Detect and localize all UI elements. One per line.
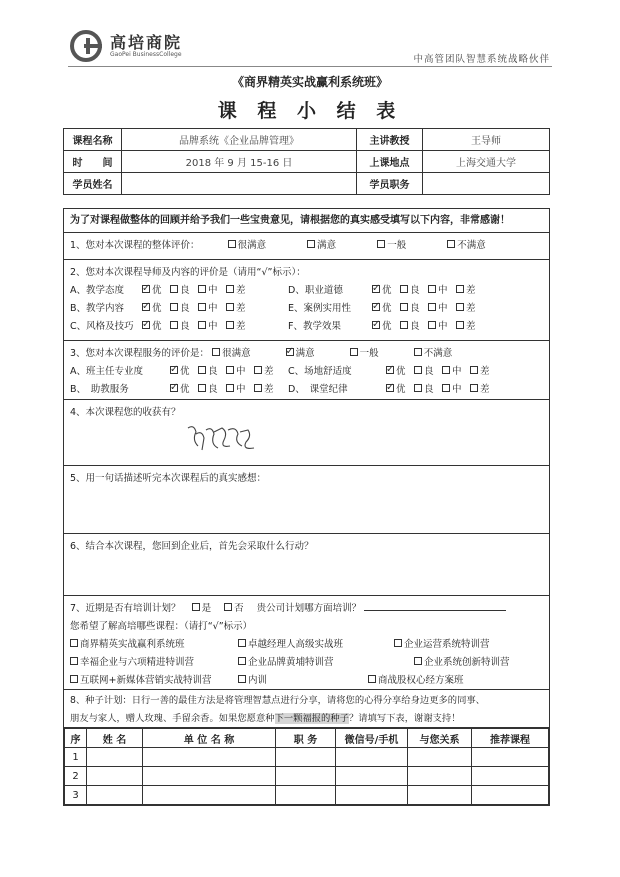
- seed-plan-highlight: 下一颗福报的种子: [274, 713, 349, 724]
- checkbox[interactable]: [350, 348, 358, 356]
- time-value[interactable]: 2018 年 9 月 15-16 日: [122, 151, 357, 173]
- table-cell[interactable]: [408, 786, 472, 805]
- grade-poor[interactable]: 差: [470, 381, 498, 399]
- q2-item-label: A、教学态度: [70, 285, 124, 296]
- q5-label: 5、用一句话描述听完本次课程后的真实感想：: [70, 473, 267, 484]
- checkbox[interactable]: [170, 366, 178, 374]
- checkbox[interactable]: [226, 384, 234, 392]
- q5-section[interactable]: [64, 466, 549, 534]
- col-header: 单 位 名 称: [143, 729, 276, 748]
- checkbox[interactable]: [470, 384, 478, 392]
- q1-option-very-satisfied[interactable]: 很满意: [228, 237, 267, 255]
- checkbox[interactable]: [456, 321, 464, 329]
- table-cell[interactable]: [472, 767, 549, 786]
- q3-row: [70, 381, 543, 399]
- q6-section[interactable]: [64, 534, 549, 596]
- grade-average[interactable]: 中: [198, 318, 226, 336]
- checkbox[interactable]: [228, 240, 236, 248]
- course-option[interactable]: 卓越经理人高级实战班: [238, 636, 394, 654]
- col-header: 与您关系: [408, 729, 472, 748]
- grade-excellent[interactable]: ✓ 优: [142, 300, 170, 318]
- training-plan-yes[interactable]: 是: [192, 600, 212, 618]
- checkbox[interactable]: [70, 639, 78, 647]
- checkbox[interactable]: [170, 384, 178, 392]
- course-option-row: [70, 636, 543, 654]
- q8-section: [64, 690, 549, 728]
- table-cell[interactable]: [143, 767, 276, 786]
- seed-plan-text: 朋友与家人，赠人玫瑰、手留余香。如果您愿意种下一颗福报的种子？请填写下表，谢谢支持！: [70, 713, 461, 724]
- course-option-row: [70, 654, 543, 672]
- grade-excellent[interactable]: ✓ 优: [170, 381, 198, 399]
- grade-average[interactable]: 中: [428, 282, 456, 300]
- grade-good[interactable]: 良: [170, 318, 198, 336]
- course-name-value[interactable]: 品牌系统《企业品牌管理》: [122, 129, 357, 151]
- company-training-question: 贵公司计划哪方面培训？: [256, 603, 362, 614]
- logo-subtext: GaoPei BusinessCollege: [110, 51, 182, 58]
- q3-item-label: A、班主任专业度: [70, 366, 143, 377]
- logo-mark-icon: [70, 30, 104, 62]
- grade-good[interactable]: 良: [198, 381, 226, 399]
- row-number: 2: [65, 767, 87, 786]
- checkbox[interactable]: [386, 384, 394, 392]
- q2-item-label: B、教学内容: [70, 303, 125, 314]
- checkbox[interactable]: [170, 321, 178, 329]
- checkbox[interactable]: [170, 285, 178, 293]
- place-label: 上课地点: [357, 151, 423, 173]
- checkbox[interactable]: [456, 303, 464, 311]
- checkbox[interactable]: [70, 657, 78, 665]
- course-option[interactable]: 幸福企业与六项精进特训营: [70, 654, 238, 672]
- seed-table-section: [64, 728, 549, 805]
- table-cell[interactable]: [276, 767, 336, 786]
- course-info-table: [63, 128, 550, 195]
- student-position-label: 学员职务: [357, 173, 423, 195]
- table-cell[interactable]: [336, 767, 408, 786]
- col-header: 姓 名: [87, 729, 143, 748]
- checkbox[interactable]: [400, 285, 408, 293]
- checkbox[interactable]: [226, 285, 234, 293]
- q2-row: [70, 282, 543, 300]
- row-number: 1: [65, 748, 87, 767]
- grade-good[interactable]: 良: [400, 318, 428, 336]
- checkbox[interactable]: [238, 675, 246, 683]
- checkbox[interactable]: [192, 603, 200, 611]
- checkbox[interactable]: [70, 675, 78, 683]
- program-subtitle: 《商界精英实战赢利系统班》: [231, 75, 388, 89]
- checkbox[interactable]: [400, 321, 408, 329]
- q3-option-very-satisfied[interactable]: 很满意: [212, 345, 251, 363]
- grade-excellent[interactable]: ✓ 优: [170, 363, 198, 381]
- table-cell[interactable]: [408, 767, 472, 786]
- q2-item-label: E、案例实用性: [288, 303, 352, 314]
- grade-good[interactable]: 良: [400, 300, 428, 318]
- col-header: 序: [65, 729, 87, 748]
- grade-excellent[interactable]: ✓ 优: [372, 318, 400, 336]
- grade-average[interactable]: 中: [198, 300, 226, 318]
- grade-excellent[interactable]: ✓ 优: [372, 282, 400, 300]
- checkbox[interactable]: [428, 303, 436, 311]
- grade-poor[interactable]: 差: [456, 318, 484, 336]
- checkbox[interactable]: [224, 603, 232, 611]
- q1-section: [64, 233, 549, 260]
- grade-average[interactable]: 中: [428, 300, 456, 318]
- q3-row: [70, 363, 543, 381]
- table-cell[interactable]: [336, 786, 408, 805]
- checkbox[interactable]: [170, 303, 178, 311]
- checkbox[interactable]: [307, 240, 315, 248]
- checkbox[interactable]: [142, 303, 150, 311]
- table-row: [65, 767, 549, 786]
- checkbox[interactable]: [372, 285, 380, 293]
- grade-excellent[interactable]: ✓ 优: [372, 300, 400, 318]
- checkbox[interactable]: [142, 321, 150, 329]
- checkbox[interactable]: [400, 303, 408, 311]
- grade-excellent[interactable]: ✓ 优: [142, 318, 170, 336]
- q3-option-satisfied[interactable]: ✓ 满意: [286, 345, 315, 363]
- course-interest-label: 您希望了解高培哪些课程：（请打“√”标示）: [70, 621, 253, 632]
- q7-row: [70, 600, 543, 618]
- checkbox[interactable]: [238, 639, 246, 647]
- checkbox[interactable]: [386, 366, 394, 374]
- table-cell[interactable]: [87, 748, 143, 767]
- grade-poor[interactable]: 差: [254, 363, 282, 381]
- q6-label: 6、结合本次课程，您回到企业后，首先会采取什么行动？: [70, 541, 314, 552]
- header-divider: [68, 66, 552, 67]
- checkbox[interactable]: [394, 639, 402, 647]
- checkbox[interactable]: [442, 384, 450, 392]
- checkbox[interactable]: [414, 657, 422, 665]
- grade-poor[interactable]: 差: [456, 282, 484, 300]
- table-cell[interactable]: [143, 786, 276, 805]
- course-option[interactable]: 企业品牌黄埔特训营: [238, 654, 414, 672]
- row-number: 3: [65, 786, 87, 805]
- q2-row: [70, 300, 543, 318]
- course-option[interactable]: 互联网+新媒体营销实战特训营: [70, 672, 238, 690]
- grade-poor[interactable]: 差: [254, 381, 282, 399]
- q2-item-label: C、风格及技巧: [70, 321, 134, 332]
- grade-average[interactable]: 中: [442, 363, 470, 381]
- logo-text: 高培商院: [110, 33, 183, 52]
- checkbox[interactable]: [254, 384, 262, 392]
- q7-label: 7、近期是否有培训计划？: [70, 603, 181, 614]
- q3-item-label: B、 助教服务: [70, 384, 129, 395]
- grade-average[interactable]: 中: [226, 363, 254, 381]
- grade-good[interactable]: 良: [414, 381, 442, 399]
- course-option-row: [70, 672, 543, 690]
- checkbox[interactable]: [377, 240, 385, 248]
- q3-option-average[interactable]: 一般: [350, 345, 379, 363]
- q3-item-label: C、场地舒适度: [288, 366, 352, 377]
- table-cell[interactable]: [408, 748, 472, 767]
- col-header: 推荐课程: [472, 729, 549, 748]
- q3-option-unsatisfied[interactable]: 不满意: [414, 345, 453, 363]
- teacher-value[interactable]: 王导师: [423, 129, 550, 151]
- grade-average[interactable]: 中: [226, 381, 254, 399]
- table-cell[interactable]: [276, 748, 336, 767]
- place-value[interactable]: 上海交通大学: [423, 151, 550, 173]
- company-training-field[interactable]: [364, 601, 506, 611]
- q2-label: 2、您对本次课程导师及内容的评价是（请用“√”标示）：: [70, 267, 306, 278]
- grade-poor[interactable]: 差: [226, 282, 254, 300]
- page-header: [0, 0, 620, 70]
- student-name-label: 学员姓名: [64, 173, 122, 195]
- q2-item-label: F、教学效果: [288, 321, 341, 332]
- q1-row: [70, 237, 543, 255]
- grade-good[interactable]: 良: [198, 363, 226, 381]
- table-cell[interactable]: [472, 748, 549, 767]
- q7-section: [64, 596, 549, 690]
- grade-average[interactable]: 中: [442, 381, 470, 399]
- checkbox[interactable]: [198, 321, 206, 329]
- teacher-label: 主讲教授: [357, 129, 423, 151]
- grade-average[interactable]: 中: [198, 282, 226, 300]
- table-row: [65, 786, 549, 805]
- checkbox[interactable]: [142, 285, 150, 293]
- grade-good[interactable]: 良: [400, 282, 428, 300]
- page-title: 课 程 小 结 表: [217, 100, 403, 122]
- handwritten-signature: [184, 420, 264, 456]
- q3-item-label: D、 课堂纪律: [288, 384, 348, 395]
- checkbox[interactable]: [470, 366, 478, 374]
- col-header: 微信号/手机: [336, 729, 408, 748]
- checkbox[interactable]: [226, 303, 234, 311]
- checkbox[interactable]: [372, 321, 380, 329]
- survey-intro: 为了对课程做整体的回顾并给予我们一些宝贵意见，请根据您的真实感受填写以下内容，非常感谢！: [70, 215, 510, 226]
- checkbox[interactable]: [286, 348, 294, 356]
- table-row: [65, 748, 549, 767]
- q1-option-average[interactable]: 一般: [377, 237, 406, 255]
- checkbox[interactable]: [414, 384, 422, 392]
- checkbox[interactable]: [226, 366, 234, 374]
- grade-excellent[interactable]: ✓ 优: [142, 282, 170, 300]
- q4-label: 4、本次课程您的收获有？: [70, 407, 181, 418]
- course-option[interactable]: 商战股权心经方案班: [368, 672, 464, 690]
- checkbox[interactable]: [428, 285, 436, 293]
- q3-section: [64, 341, 549, 400]
- q3-label: 3、您对本次课程服务的评价是：: [70, 348, 210, 359]
- checkbox[interactable]: [447, 240, 455, 248]
- grade-excellent[interactable]: ✓ 优: [386, 381, 414, 399]
- checkbox[interactable]: [414, 348, 422, 356]
- grade-poor[interactable]: 差: [226, 318, 254, 336]
- student-position-field[interactable]: [423, 173, 550, 195]
- checkbox[interactable]: [212, 348, 220, 356]
- table-cell[interactable]: [472, 786, 549, 805]
- course-option[interactable]: 内训: [238, 672, 368, 690]
- survey-intro-section: [64, 209, 549, 233]
- checkbox[interactable]: [238, 657, 246, 665]
- student-name-field[interactable]: [122, 173, 357, 195]
- table-cell[interactable]: [336, 748, 408, 767]
- table-cell[interactable]: [143, 748, 276, 767]
- q2-item-label: D、职业道德: [288, 285, 343, 296]
- q1-option-unsatisfied[interactable]: 不满意: [447, 237, 486, 255]
- grade-poor[interactable]: 差: [470, 363, 498, 381]
- checkbox[interactable]: [254, 366, 262, 374]
- survey-form: [63, 208, 550, 806]
- course-option[interactable]: 企业运营系统特训营: [394, 636, 490, 654]
- checkbox[interactable]: [198, 366, 206, 374]
- checkbox[interactable]: [198, 384, 206, 392]
- seed-referral-table: [64, 728, 549, 805]
- checkbox[interactable]: [368, 675, 376, 683]
- checkbox[interactable]: [372, 303, 380, 311]
- time-label: 时 间: [64, 151, 122, 173]
- grade-poor[interactable]: 差: [456, 300, 484, 318]
- q1-option-satisfied[interactable]: 满意: [307, 237, 336, 255]
- checkbox[interactable]: [198, 285, 206, 293]
- checkbox[interactable]: [428, 321, 436, 329]
- q3-row: [70, 345, 543, 363]
- tagline: 中高管团队智慧系统战略伙伴: [413, 54, 550, 65]
- course-option[interactable]: 企业系统创新特训营: [414, 654, 510, 672]
- col-header: 职 务: [276, 729, 336, 748]
- q1-label: 1、您对本次课程的整体评价：: [70, 240, 200, 251]
- grade-good[interactable]: 良: [170, 300, 198, 318]
- q4-section: [64, 400, 549, 466]
- course-option[interactable]: 商界精英实战赢利系统班: [70, 636, 238, 654]
- training-plan-no[interactable]: 否: [224, 600, 244, 618]
- grade-good[interactable]: 良: [414, 363, 442, 381]
- checkbox[interactable]: [442, 366, 450, 374]
- checkbox[interactable]: [198, 303, 206, 311]
- logo: [70, 30, 200, 64]
- checkbox[interactable]: [414, 366, 422, 374]
- grade-poor[interactable]: 差: [226, 300, 254, 318]
- table-cell[interactable]: [87, 786, 143, 805]
- grade-excellent[interactable]: ✓ 优: [386, 363, 414, 381]
- table-cell[interactable]: [87, 767, 143, 786]
- grade-good[interactable]: 良: [170, 282, 198, 300]
- course-name-label: 课程名称: [64, 129, 122, 151]
- table-header-row: [65, 729, 549, 748]
- q2-section: [64, 260, 549, 341]
- seed-plan-text: 8、种子计划：日行一善的最佳方法是将管理智慧点进行分享，请将您的心得分享给身边更多的同事、: [70, 695, 485, 706]
- grade-average[interactable]: 中: [428, 318, 456, 336]
- q2-row: [70, 318, 543, 336]
- checkbox[interactable]: [456, 285, 464, 293]
- table-cell[interactable]: [276, 786, 336, 805]
- checkbox[interactable]: [226, 321, 234, 329]
